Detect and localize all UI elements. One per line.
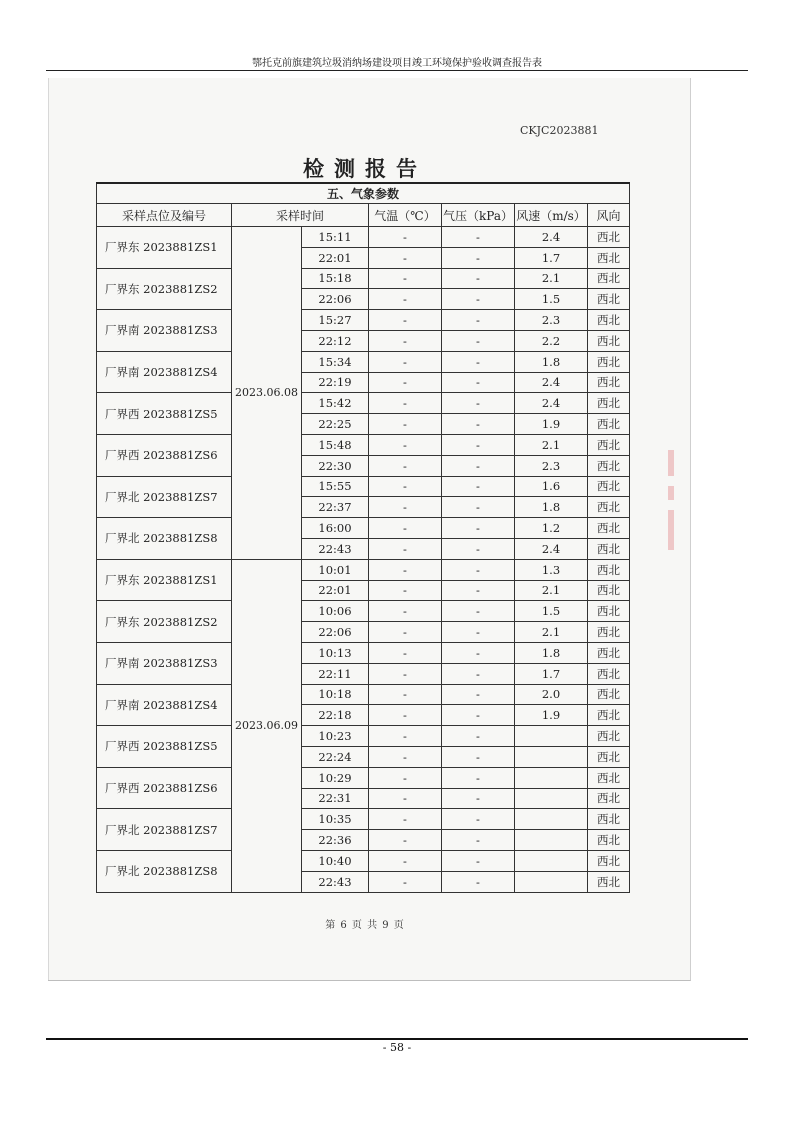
- sampling-point: 厂界东 2023881ZS2: [97, 601, 232, 643]
- page-of-indicator: 第 6 页 共 9 页: [325, 920, 405, 931]
- temperature-value: -: [369, 850, 442, 871]
- pressure-value: -: [442, 247, 515, 268]
- pressure-value: -: [442, 330, 515, 351]
- temperature-value: -: [369, 663, 442, 684]
- sampling-point: 厂界南 2023881ZS3: [97, 642, 232, 684]
- table-row: [97, 850, 630, 871]
- wind-speed-value: 2.4: [515, 393, 588, 414]
- temperature-value: -: [369, 684, 442, 705]
- pressure-value: -: [442, 497, 515, 518]
- sampling-time: 22:37: [302, 497, 369, 518]
- table-row: [97, 684, 630, 705]
- sampling-date: 2023.06.09: [232, 559, 302, 892]
- wind-direction-value: 西北: [588, 663, 630, 684]
- pressure-value: -: [442, 601, 515, 622]
- pressure-value: -: [442, 850, 515, 871]
- pressure-value: -: [442, 809, 515, 830]
- wind-direction-value: 西北: [588, 310, 630, 331]
- temperature-value: -: [369, 289, 442, 310]
- pressure-value: -: [442, 559, 515, 580]
- wind-speed-value: 1.2: [515, 518, 588, 539]
- sampling-time: 15:55: [302, 476, 369, 497]
- table-row: [97, 268, 630, 289]
- temperature-value: -: [369, 351, 442, 372]
- pressure-value: -: [442, 310, 515, 331]
- running-header: 鄂托克前旗建筑垃圾消纳场建设项目竣工环境保护验收调查报告表: [252, 58, 542, 69]
- table-row: [97, 476, 630, 497]
- sampling-point: 厂界东 2023881ZS1: [97, 227, 232, 269]
- sampling-time: 22:06: [302, 622, 369, 643]
- wind-speed-value: 2.3: [515, 310, 588, 331]
- report-code: CKJC2023881: [520, 124, 599, 137]
- temperature-value: -: [369, 580, 442, 601]
- sampling-point: 厂界西 2023881ZS6: [97, 767, 232, 809]
- sampling-time: 15:34: [302, 351, 369, 372]
- temperature-value: -: [369, 227, 442, 248]
- temperature-value: -: [369, 726, 442, 747]
- wind-speed-value: 1.5: [515, 601, 588, 622]
- wind-direction-value: 西北: [588, 268, 630, 289]
- pressure-value: -: [442, 227, 515, 248]
- wind-direction-value: 西北: [588, 227, 630, 248]
- column-header-temperature: 气温（℃）: [369, 204, 442, 227]
- sampling-point: 厂界北 2023881ZS7: [97, 476, 232, 518]
- temperature-value: -: [369, 788, 442, 809]
- table-row: [97, 351, 630, 372]
- wind-direction-value: 西北: [588, 289, 630, 310]
- wind-direction-value: 西北: [588, 705, 630, 726]
- pressure-value: -: [442, 622, 515, 643]
- temperature-value: -: [369, 601, 442, 622]
- wind-direction-value: 西北: [588, 434, 630, 455]
- wind-speed-value: 2.4: [515, 227, 588, 248]
- temperature-value: -: [369, 538, 442, 559]
- wind-direction-value: 西北: [588, 684, 630, 705]
- wind-speed-value: 1.6: [515, 476, 588, 497]
- sampling-time: 22:30: [302, 455, 369, 476]
- table-row: [97, 601, 630, 622]
- sampling-time: 22:31: [302, 788, 369, 809]
- wind-direction-value: 西北: [588, 871, 630, 892]
- pressure-value: -: [442, 393, 515, 414]
- wind-speed-value: 2.1: [515, 580, 588, 601]
- wind-direction-value: 西北: [588, 247, 630, 268]
- report-title: 检测报告: [303, 156, 427, 181]
- wind-speed-value: 1.9: [515, 705, 588, 726]
- column-header-time: 采样时间: [232, 204, 369, 227]
- pressure-value: -: [442, 518, 515, 539]
- wind-speed-value: 1.8: [515, 642, 588, 663]
- sampling-time: 15:42: [302, 393, 369, 414]
- sampling-time: 15:11: [302, 227, 369, 248]
- temperature-value: -: [369, 767, 442, 788]
- sampling-time: 10:40: [302, 850, 369, 871]
- pressure-value: -: [442, 684, 515, 705]
- sampling-time: 15:27: [302, 310, 369, 331]
- wind-direction-value: 西北: [588, 351, 630, 372]
- wind-speed-value: 1.7: [515, 663, 588, 684]
- pressure-value: -: [442, 268, 515, 289]
- table-row: [97, 559, 630, 580]
- temperature-value: -: [369, 871, 442, 892]
- table-row: [97, 393, 630, 414]
- wind-direction-value: 西北: [588, 850, 630, 871]
- sampling-time: 10:13: [302, 642, 369, 663]
- wind-speed-value: 2.4: [515, 372, 588, 393]
- temperature-value: -: [369, 705, 442, 726]
- wind-direction-value: 西北: [588, 642, 630, 663]
- wind-speed-value: [515, 830, 588, 851]
- seal-mark: [668, 450, 684, 580]
- sampling-time: 10:23: [302, 726, 369, 747]
- wind-speed-value: 1.9: [515, 414, 588, 435]
- sampling-time: 22:01: [302, 580, 369, 601]
- wind-speed-value: 2.1: [515, 268, 588, 289]
- footer-rule: [46, 1038, 748, 1040]
- sampling-point: 厂界南 2023881ZS4: [97, 351, 232, 393]
- sampling-point: 厂界南 2023881ZS4: [97, 684, 232, 726]
- temperature-value: -: [369, 393, 442, 414]
- temperature-value: -: [369, 476, 442, 497]
- wind-speed-value: 1.3: [515, 559, 588, 580]
- sampling-time: 10:29: [302, 767, 369, 788]
- wind-speed-value: 1.7: [515, 247, 588, 268]
- sampling-time: 10:35: [302, 809, 369, 830]
- sampling-time: 10:01: [302, 559, 369, 580]
- sampling-time: 22:18: [302, 705, 369, 726]
- pressure-value: -: [442, 455, 515, 476]
- wind-direction-value: 西北: [588, 518, 630, 539]
- wind-direction-value: 西北: [588, 559, 630, 580]
- table-row: [97, 642, 630, 663]
- wind-speed-value: [515, 850, 588, 871]
- sampling-point: 厂界西 2023881ZS6: [97, 434, 232, 476]
- sampling-time: 15:18: [302, 268, 369, 289]
- section-title: 五、气象参数: [97, 183, 630, 204]
- table-body: [97, 227, 630, 893]
- sampling-time: 22:25: [302, 414, 369, 435]
- wind-speed-value: 1.8: [515, 497, 588, 518]
- pressure-value: -: [442, 372, 515, 393]
- table-row: [97, 434, 630, 455]
- header-rule: [46, 70, 748, 71]
- wind-speed-value: [515, 767, 588, 788]
- sampling-time: 16:00: [302, 518, 369, 539]
- wind-speed-value: [515, 871, 588, 892]
- wind-direction-value: 西北: [588, 393, 630, 414]
- sampling-time: 10:06: [302, 601, 369, 622]
- sampling-point: 厂界北 2023881ZS7: [97, 809, 232, 851]
- sampling-time: 22:43: [302, 538, 369, 559]
- column-header-pressure: 气压（kPa）: [442, 204, 515, 227]
- temperature-value: -: [369, 518, 442, 539]
- sampling-time: 22:12: [302, 330, 369, 351]
- table-row: [97, 726, 630, 747]
- pressure-value: -: [442, 476, 515, 497]
- pressure-value: -: [442, 871, 515, 892]
- pressure-value: -: [442, 414, 515, 435]
- temperature-value: -: [369, 642, 442, 663]
- sampling-point: 厂界北 2023881ZS8: [97, 850, 232, 892]
- table-row: [97, 227, 630, 248]
- sampling-point: 厂界西 2023881ZS5: [97, 726, 232, 768]
- temperature-value: -: [369, 497, 442, 518]
- wind-direction-value: 西北: [588, 476, 630, 497]
- page-number: - 58 -: [382, 1041, 412, 1054]
- sampling-point: 厂界南 2023881ZS3: [97, 310, 232, 352]
- pressure-value: -: [442, 538, 515, 559]
- temperature-value: -: [369, 310, 442, 331]
- table-row: [97, 310, 630, 331]
- wind-direction-value: 西北: [588, 538, 630, 559]
- pressure-value: -: [442, 663, 515, 684]
- sampling-time: 22:24: [302, 746, 369, 767]
- wind-speed-value: 2.2: [515, 330, 588, 351]
- wind-direction-value: 西北: [588, 372, 630, 393]
- wind-direction-value: 西北: [588, 622, 630, 643]
- pressure-value: -: [442, 351, 515, 372]
- wind-direction-value: 西北: [588, 455, 630, 476]
- temperature-value: -: [369, 268, 442, 289]
- temperature-value: -: [369, 330, 442, 351]
- wind-speed-value: 1.8: [515, 351, 588, 372]
- pressure-value: -: [442, 705, 515, 726]
- column-header-wind-direction: 风向: [588, 204, 630, 227]
- wind-direction-value: 西北: [588, 767, 630, 788]
- wind-speed-value: 2.1: [515, 434, 588, 455]
- wind-speed-value: 2.3: [515, 455, 588, 476]
- column-header-point: 采样点位及编号: [97, 204, 232, 227]
- temperature-value: -: [369, 559, 442, 580]
- temperature-value: -: [369, 372, 442, 393]
- temperature-value: -: [369, 414, 442, 435]
- pressure-value: -: [442, 788, 515, 809]
- wind-speed-value: [515, 809, 588, 830]
- wind-speed-value: 2.0: [515, 684, 588, 705]
- wind-speed-value: 2.1: [515, 622, 588, 643]
- wind-direction-value: 西北: [588, 497, 630, 518]
- wind-direction-value: 西北: [588, 788, 630, 809]
- column-header-wind-speed: 风速（m/s）: [515, 204, 588, 227]
- pressure-value: -: [442, 289, 515, 310]
- sampling-time: 22:19: [302, 372, 369, 393]
- pressure-value: -: [442, 434, 515, 455]
- temperature-value: -: [369, 746, 442, 767]
- wind-speed-value: 1.5: [515, 289, 588, 310]
- sampling-time: 10:18: [302, 684, 369, 705]
- sampling-time: 22:36: [302, 830, 369, 851]
- temperature-value: -: [369, 434, 442, 455]
- temperature-value: -: [369, 809, 442, 830]
- pressure-value: -: [442, 830, 515, 851]
- temperature-value: -: [369, 247, 442, 268]
- sampling-time: 22:43: [302, 871, 369, 892]
- sampling-point: 厂界东 2023881ZS2: [97, 268, 232, 310]
- wind-speed-value: [515, 746, 588, 767]
- temperature-value: -: [369, 622, 442, 643]
- wind-direction-value: 西北: [588, 726, 630, 747]
- pressure-value: -: [442, 746, 515, 767]
- sampling-point: 厂界东 2023881ZS1: [97, 559, 232, 601]
- table-row: [97, 767, 630, 788]
- sampling-date: 2023.06.08: [232, 227, 302, 560]
- wind-speed-value: [515, 726, 588, 747]
- sampling-point: 厂界西 2023881ZS5: [97, 393, 232, 435]
- wind-direction-value: 西北: [588, 330, 630, 351]
- wind-direction-value: 西北: [588, 746, 630, 767]
- sampling-time: 22:11: [302, 663, 369, 684]
- table-row: [97, 518, 630, 539]
- pressure-value: -: [442, 726, 515, 747]
- temperature-value: -: [369, 455, 442, 476]
- sampling-time: 22:01: [302, 247, 369, 268]
- wind-direction-value: 西北: [588, 830, 630, 851]
- wind-speed-value: [515, 788, 588, 809]
- temperature-value: -: [369, 830, 442, 851]
- sampling-point: 厂界北 2023881ZS8: [97, 518, 232, 560]
- scan-left-edge: [48, 78, 49, 980]
- wind-direction-value: 西北: [588, 809, 630, 830]
- sampling-time: 15:48: [302, 434, 369, 455]
- wind-direction-value: 西北: [588, 414, 630, 435]
- wind-direction-value: 西北: [588, 580, 630, 601]
- pressure-value: -: [442, 767, 515, 788]
- table-row: [97, 809, 630, 830]
- wind-speed-value: 2.4: [515, 538, 588, 559]
- weather-parameters-table: [96, 182, 630, 893]
- sampling-time: 22:06: [302, 289, 369, 310]
- wind-direction-value: 西北: [588, 601, 630, 622]
- pressure-value: -: [442, 642, 515, 663]
- pressure-value: -: [442, 580, 515, 601]
